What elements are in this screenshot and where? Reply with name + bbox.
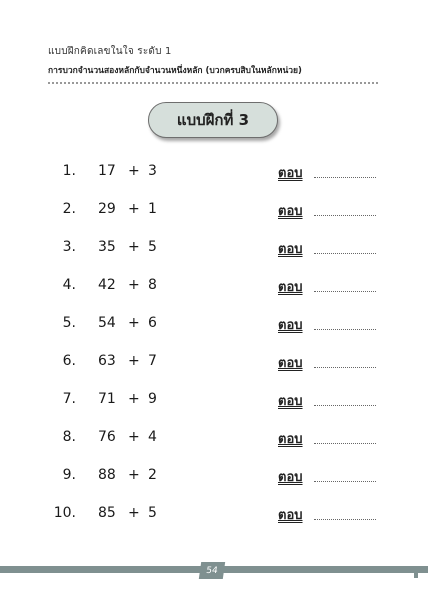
first-operand: 29 (98, 201, 116, 217)
second-operand: 9 (148, 391, 157, 407)
footer-bar-end (414, 566, 418, 578)
header-subtitle: การบวกจำนวนสองหลักกับจำนวนหนึ่งหลัก (บวกครบสิบในหลักหน่วย) (48, 66, 302, 76)
answer-label: ตอบ (278, 432, 303, 447)
second-operand: 5 (148, 505, 157, 521)
plus-sign: + (128, 201, 140, 217)
plus-sign: + (128, 239, 140, 255)
answer-label: ตอบ (278, 280, 303, 295)
problem-number: 8. (62, 429, 76, 445)
first-operand: 35 (98, 239, 116, 255)
problem-row (0, 236, 428, 260)
plus-sign: + (128, 315, 140, 331)
answer-label: ตอบ (278, 204, 303, 219)
exercise-title-pill (148, 102, 278, 138)
answer-blank[interactable] (314, 329, 376, 330)
answer-blank[interactable] (314, 177, 376, 178)
answer-blank[interactable] (314, 253, 376, 254)
problem-row (0, 502, 428, 526)
problem-row (0, 388, 428, 412)
answer-blank[interactable] (314, 519, 376, 520)
answer-label: ตอบ (278, 356, 303, 371)
problem-number: 10. (53, 505, 76, 521)
problem-number: 6. (62, 353, 76, 369)
page-number-text: 54 (205, 565, 219, 576)
first-operand: 42 (98, 277, 116, 293)
problem-number: 9. (62, 467, 76, 483)
first-operand: 88 (98, 467, 116, 483)
first-operand: 85 (98, 505, 116, 521)
second-operand: 8 (148, 277, 157, 293)
second-operand: 2 (148, 467, 157, 483)
page-number (199, 562, 225, 579)
plus-sign: + (128, 353, 140, 369)
problem-number: 3. (62, 239, 76, 255)
answer-blank[interactable] (314, 215, 376, 216)
problem-row (0, 312, 428, 336)
answer-blank[interactable] (314, 405, 376, 406)
answer-blank[interactable] (314, 291, 376, 292)
answer-blank[interactable] (314, 367, 376, 368)
second-operand: 6 (148, 315, 157, 331)
plus-sign: + (128, 277, 140, 293)
answer-label: ตอบ (278, 394, 303, 409)
problem-row (0, 198, 428, 222)
second-operand: 3 (148, 163, 157, 179)
answer-label: ตอบ (278, 166, 303, 181)
answer-label: ตอบ (278, 318, 303, 333)
first-operand: 71 (98, 391, 116, 407)
exercise-title: แบบฝึกที่ 3 (176, 111, 250, 129)
first-operand: 63 (98, 353, 116, 369)
problem-number: 5. (62, 315, 76, 331)
second-operand: 1 (148, 201, 157, 217)
problem-number: 7. (62, 391, 76, 407)
second-operand: 5 (148, 239, 157, 255)
answer-label: ตอบ (278, 508, 303, 523)
problem-row (0, 160, 428, 184)
plus-sign: + (128, 429, 140, 445)
second-operand: 4 (148, 429, 157, 445)
header-title: แบบฝึกคิดเลขในใจ ระดับ 1 (48, 46, 172, 57)
plus-sign: + (128, 163, 140, 179)
answer-label: ตอบ (278, 242, 303, 257)
first-operand: 76 (98, 429, 116, 445)
first-operand: 54 (98, 315, 116, 331)
plus-sign: + (128, 467, 140, 483)
problem-row (0, 274, 428, 298)
problem-row (0, 350, 428, 374)
problem-row (0, 464, 428, 488)
problem-number: 1. (62, 163, 76, 179)
dotted-divider (48, 82, 378, 84)
first-operand: 17 (98, 163, 116, 179)
problem-number: 4. (62, 277, 76, 293)
problem-row (0, 426, 428, 450)
plus-sign: + (128, 505, 140, 521)
plus-sign: + (128, 391, 140, 407)
answer-label: ตอบ (278, 470, 303, 485)
problem-number: 2. (62, 201, 76, 217)
answer-blank[interactable] (314, 443, 376, 444)
answer-blank[interactable] (314, 481, 376, 482)
second-operand: 7 (148, 353, 157, 369)
